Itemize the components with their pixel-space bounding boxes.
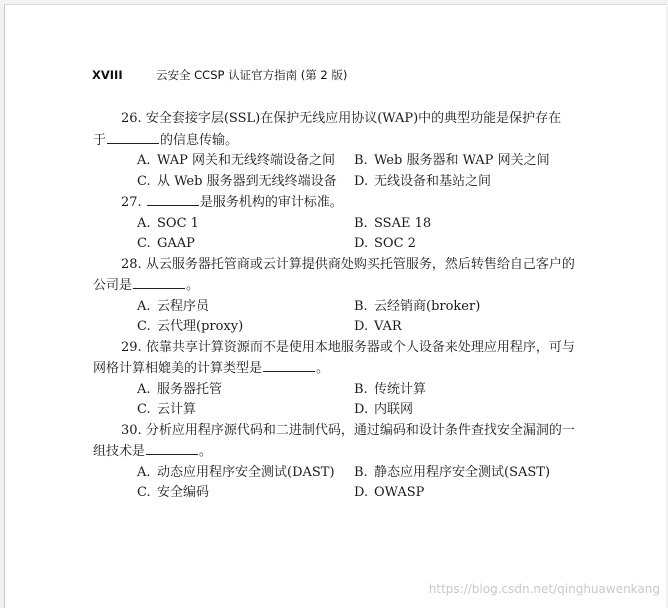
option-d: D. OWASP — [354, 485, 425, 500]
question-stem: 依靠共享计算资源而不是使用本地服务器或个人设备来处理应用程序，可与 — [145, 339, 575, 355]
question-stem-end: 。 — [199, 444, 213, 459]
option-c: C. 安全编码 — [137, 485, 210, 500]
question-27 — [93, 192, 593, 255]
question-stem: 安全套接字层(SSL)在保护无线应用协议(WAP)中的典型功能是保护存在 — [145, 111, 562, 126]
option-a: A. WAP 网关和无线终端设备之间 — [137, 153, 335, 168]
answer-blank — [263, 358, 315, 372]
option-list — [93, 380, 593, 421]
question-stem-end: 是服务机构的审计标准。 — [199, 195, 343, 210]
question-stem-cont: 公司是 — [93, 278, 133, 293]
option-c: C. 从 Web 服务器到无线终端设备 — [137, 173, 337, 189]
question-list — [93, 109, 593, 504]
question-stem-end: 的信息传输。 — [160, 132, 239, 148]
document-page — [4, 4, 666, 608]
option-b: B. 云经销商(broker) — [354, 298, 481, 314]
question-29 — [93, 338, 593, 421]
page-number: XVIII — [92, 68, 123, 82]
question-stem-cont: 于 — [93, 132, 107, 148]
option-c: C. 云计算 — [137, 402, 197, 417]
watermark-url: https://blog.csdn.net/qinghuawenkang — [428, 582, 660, 596]
option-list — [93, 463, 593, 504]
option-a: A. 云程序员 — [137, 298, 210, 314]
question-stem-end: 。 — [316, 361, 330, 376]
question-number: 26. — [121, 111, 142, 126]
option-c: C. GAAP — [137, 236, 195, 251]
answer-blank — [107, 130, 159, 144]
option-list — [93, 297, 593, 338]
answer-blank — [146, 441, 198, 455]
page-header — [92, 67, 347, 83]
question-26 — [93, 109, 593, 192]
answer-blank — [133, 275, 185, 289]
option-b: B. 静态应用程序安全测试(SAST) — [354, 464, 551, 480]
question-stem: 从云服务器托管商或云计算提供商处购买托管服务，然后转售给自己客户的 — [145, 256, 575, 272]
option-list — [93, 151, 593, 192]
option-d: D. 无线设备和基站之间 — [354, 173, 492, 189]
book-title: 云安全 CCSP 认证官方指南 (第 2 版) — [156, 68, 348, 82]
option-a: A. SOC 1 — [137, 215, 199, 231]
option-d: D. VAR — [354, 319, 402, 334]
question-number: 30. — [121, 422, 142, 438]
question-number: 27. — [121, 195, 142, 210]
option-b: B. Web 服务器和 WAP 网关之间 — [354, 153, 550, 168]
answer-blank — [147, 192, 199, 206]
question-28 — [93, 255, 593, 338]
question-stem-cont: 组技术是 — [93, 444, 146, 459]
question-30 — [93, 421, 593, 504]
option-list — [93, 214, 593, 255]
option-a: A. 服务器托管 — [137, 381, 223, 397]
question-number: 29. — [121, 339, 142, 355]
question-stem-end: 。 — [186, 278, 200, 293]
option-c: C. 云代理(proxy) — [137, 319, 244, 334]
option-b: B. SSAE 18 — [354, 215, 432, 231]
question-stem-cont: 网格计算相媲美的计算类型是 — [93, 361, 263, 376]
question-stem: 分析应用程序源代码和二进制代码，通过编码和设计条件查找安全漏洞的一 — [145, 422, 575, 438]
question-number: 28. — [121, 256, 142, 272]
option-b: B. 传统计算 — [354, 381, 427, 397]
option-d: D. 内联网 — [354, 402, 414, 417]
option-a: A. 动态应用程序安全测试(DAST) — [137, 464, 335, 480]
option-d: D. SOC 2 — [354, 236, 416, 251]
